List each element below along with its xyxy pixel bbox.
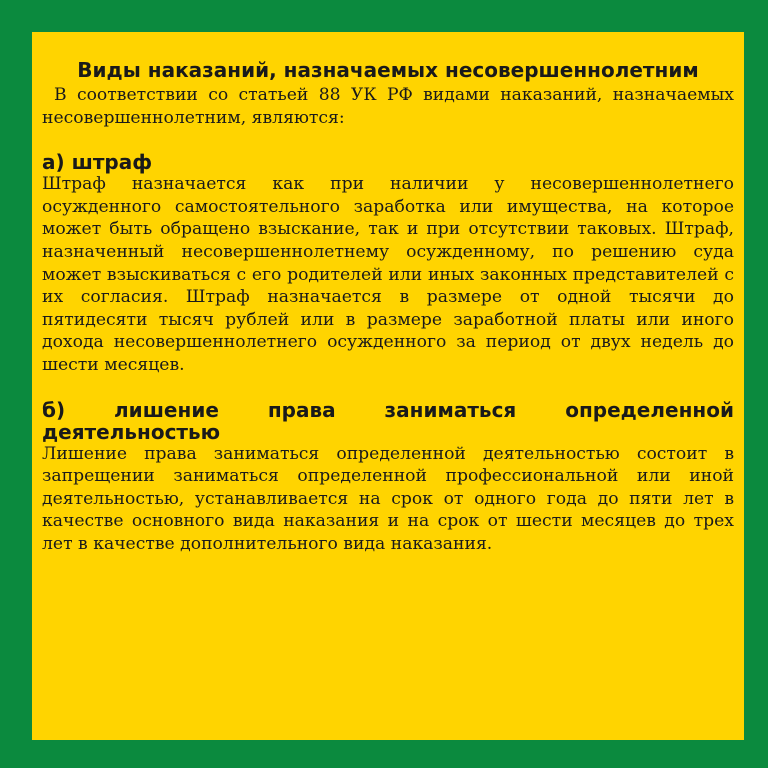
section-b-heading-word: заниматься (384, 397, 517, 422)
section-a-text: Штраф назначается как при наличии у несовершеннолетнего осужденного самостоятельного заработка или имущества, на которое может быть обращено взыскание, так и при отсутствии таковых. Штраф, назначенный несовершеннолетнему осужденному, по решению суда может взыскиваться с его родителей или иных законных представителей с их согласия. Штраф назначается в размере от одной тысячи до пятидесяти тысяч рублей или в размере заработной платы или иного дохода несовершеннолетнего осужденного за период от двух недель до шести месяцев. (42, 174, 734, 375)
content-panel (32, 32, 744, 740)
section-b-heading-word: б) (42, 397, 66, 422)
section-a-heading: а) штраф (42, 150, 153, 175)
section-b-heading-word: права (267, 397, 336, 422)
section-b-heading-line2: деятельностью (42, 419, 221, 444)
section-b-heading (42, 399, 734, 421)
page-title: Виды наказаний, назначаемых несовершеннолетним (77, 58, 699, 82)
section-b-heading-word: лишение (114, 397, 219, 422)
section-b-text: Лишение права заниматься определенной деятельностью состоит в запрещении заниматься определенной профессиональной или иной деятельностью, устанавливается на срок от одного года до пяти лет в качестве основного вида наказания и на срок от шести месяцев до трех лет в качестве дополнительного вида наказания. (42, 443, 734, 554)
section-b-heading-word: определенной (565, 397, 734, 422)
intro-paragraph: В соответствии со статьей 88 УК РФ видами наказаний, назначаемых несовершеннолетним, являются: (42, 85, 734, 128)
